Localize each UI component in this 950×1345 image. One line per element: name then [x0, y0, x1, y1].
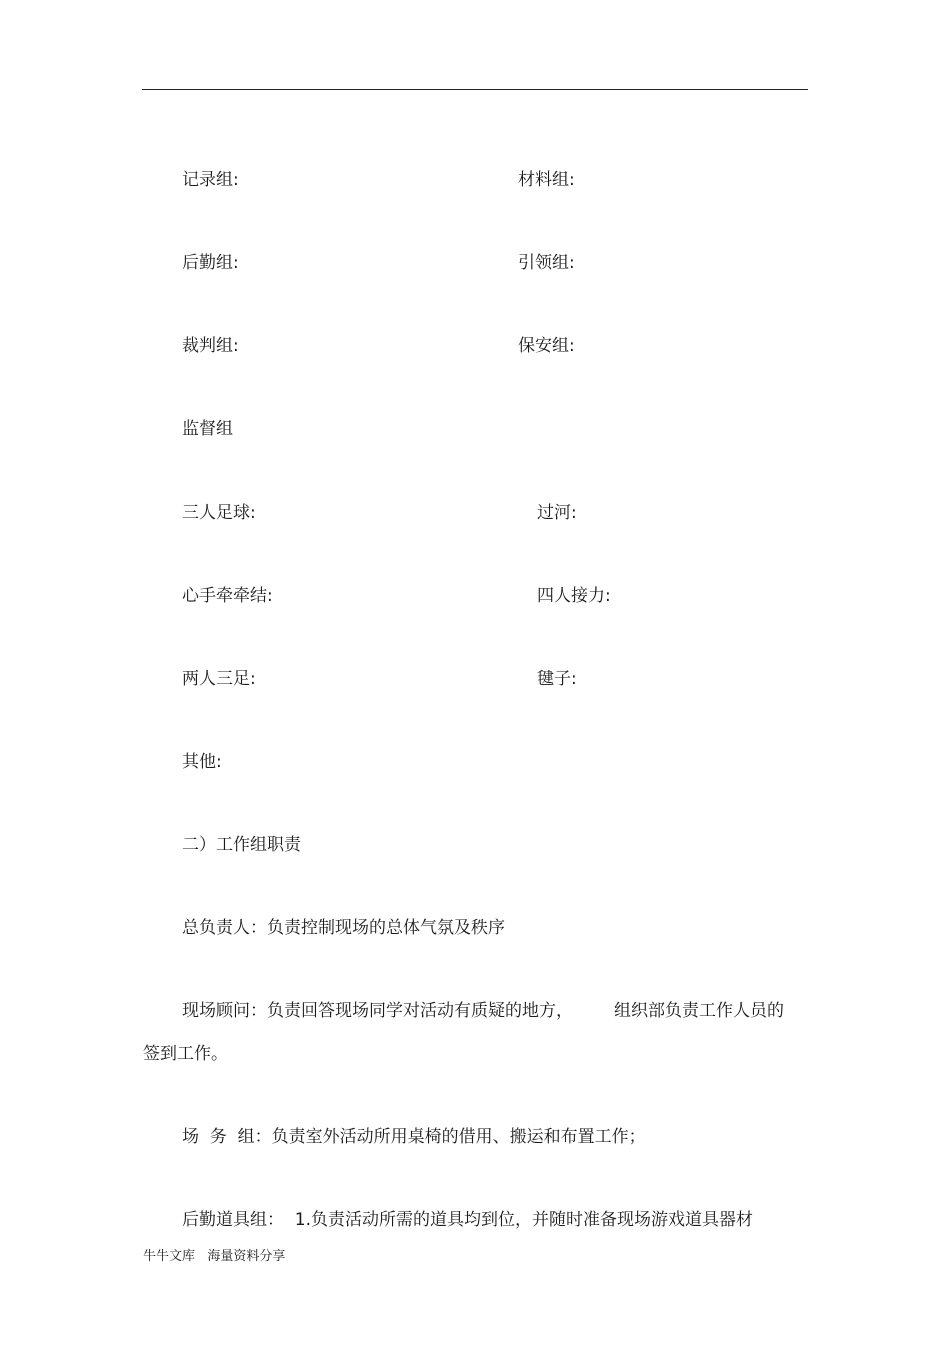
- duty-advisor-line1: 现场顾问：负责回答现场同学对活动有质疑的地方，: [182, 1001, 573, 1021]
- referee-group-label: 裁判组:: [182, 336, 239, 356]
- game-other-label: 其他:: [182, 752, 222, 772]
- guide-group-label: 引领组:: [518, 253, 575, 273]
- logistics-group-label: 后勤组:: [182, 253, 239, 273]
- game-relay-label: 四人接力:: [537, 586, 611, 606]
- record-group-label: 记录组:: [182, 170, 239, 190]
- duty-props: 后勤道具组： 1.负责活动所需的道具均到位，并随时准备现场游戏道具器材: [182, 1210, 754, 1230]
- header-rule: [142, 89, 808, 90]
- footer-text: 牛牛文库 海量资料分享: [143, 1249, 286, 1264]
- duty-advisor-line2: 签到工作。: [143, 1044, 228, 1064]
- supervision-group-label: 监督组: [182, 419, 233, 439]
- game-shuttlecock-label: 毽子:: [537, 669, 577, 689]
- game-knot-label: 心手牵牵结:: [182, 586, 273, 606]
- section-title: 二）工作组职责: [182, 835, 301, 855]
- duty-venue: 场 务 组：负责室外活动所用桌椅的借用、搬运和布置工作；: [182, 1127, 646, 1147]
- duty-advisor-line1-b: 组织部负责工作人员的: [614, 1001, 784, 1021]
- game-river-label: 过河:: [537, 503, 577, 523]
- material-group-label: 材料组:: [518, 170, 575, 190]
- security-group-label: 保安组:: [518, 336, 575, 356]
- game-three-legs-label: 两人三足:: [182, 669, 256, 689]
- game-football-label: 三人足球:: [182, 503, 256, 523]
- duty-chief: 总负责人：负责控制现场的总体气氛及秩序: [182, 918, 505, 938]
